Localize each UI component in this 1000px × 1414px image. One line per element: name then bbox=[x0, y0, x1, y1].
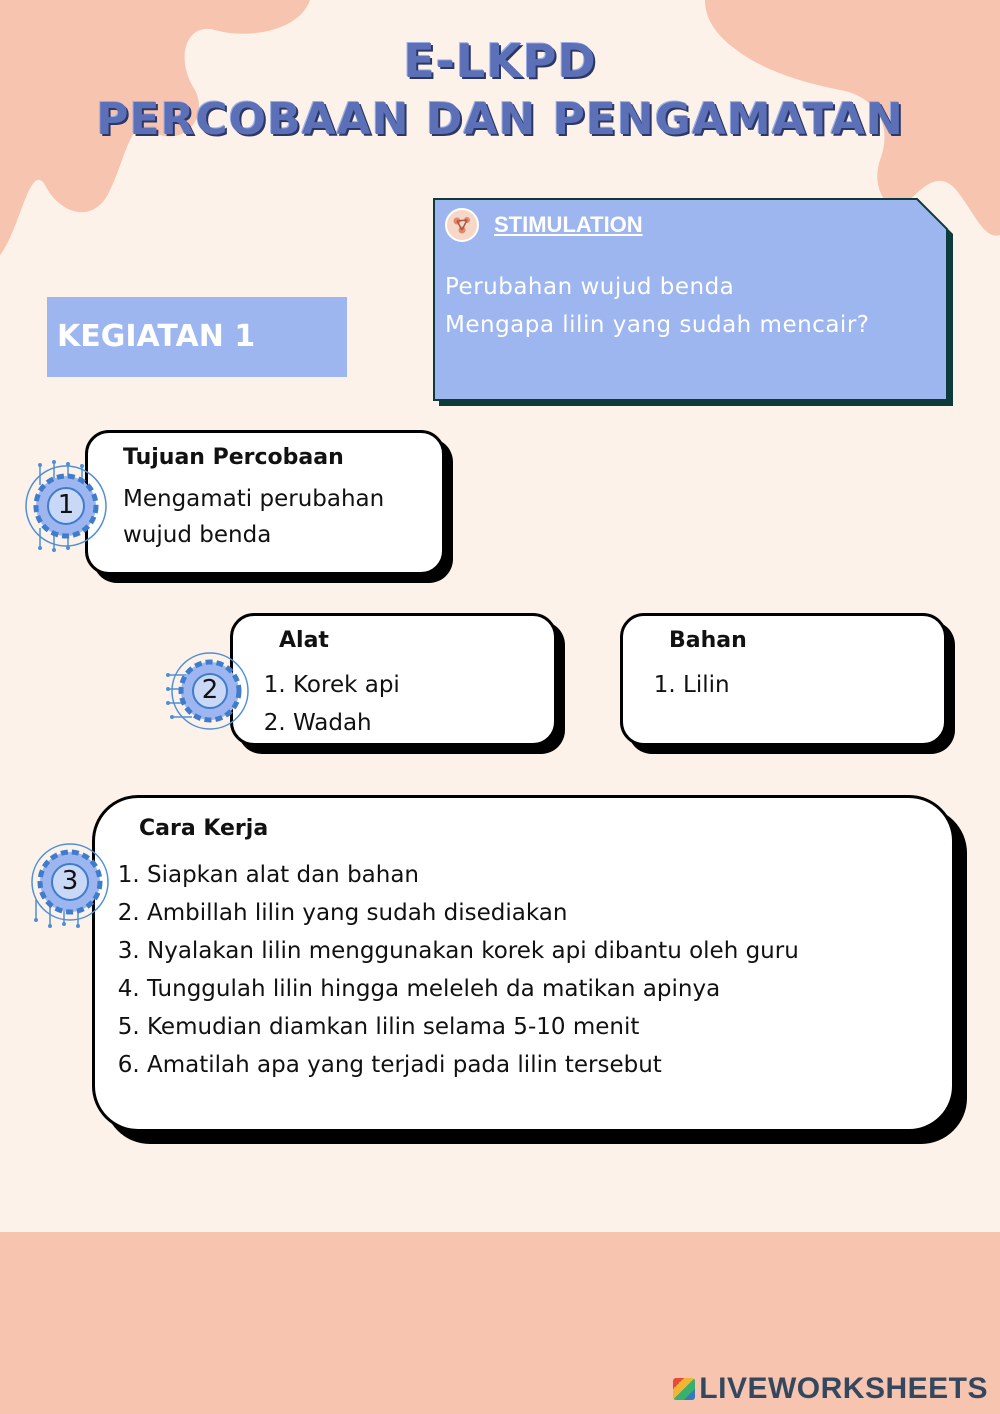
stimulation-box bbox=[433, 198, 955, 406]
goal-text-line-1: Mengamati perubahan bbox=[123, 486, 385, 512]
materials-card bbox=[620, 613, 947, 746]
step-number-1: 1 bbox=[57, 490, 75, 520]
brand-logo bbox=[673, 1372, 988, 1406]
materials-list bbox=[653, 666, 730, 704]
gear-icon bbox=[28, 838, 112, 930]
list-item: 1. Lilin bbox=[683, 666, 730, 704]
list-item: 2. Wadah bbox=[293, 704, 400, 742]
procedure-card bbox=[92, 795, 955, 1132]
list-item: 2. Ambillah lilin yang sudah disediakan bbox=[147, 894, 799, 932]
molecule-icon bbox=[445, 208, 479, 242]
list-item: 3. Nyalakan lilin menggunakan korek api dibantu oleh guru bbox=[147, 932, 799, 970]
materials-title: Bahan bbox=[669, 628, 747, 653]
list-item: 6. Amatilah apa yang terjadi pada lilin tersebut bbox=[147, 1046, 799, 1084]
step-number-3: 3 bbox=[61, 866, 79, 896]
tools-title: Alat bbox=[279, 628, 329, 653]
tools-card bbox=[230, 613, 557, 746]
goal-card bbox=[85, 430, 445, 575]
gear-icon bbox=[166, 645, 250, 737]
list-item: 1. Korek api bbox=[293, 666, 400, 704]
list-item: 1. Siapkan alat dan bahan bbox=[147, 856, 799, 894]
brand-text: LIVEWORKSHEETS bbox=[699, 1372, 988, 1405]
liveworksheets-logo-icon bbox=[673, 1378, 695, 1400]
stimulation-title: STIMULATION bbox=[494, 212, 643, 237]
list-item: 4. Tunggulah lilin hingga meleleh da matikan apinya bbox=[147, 970, 799, 1008]
stimulation-line-1: Perubahan wujud benda bbox=[445, 274, 735, 300]
list-item: 5. Kemudian diamkan lilin selama 5-10 menit bbox=[147, 1008, 799, 1046]
procedure-title: Cara Kerja bbox=[139, 816, 269, 841]
step-number-2: 2 bbox=[201, 675, 219, 705]
activity-label: KEGIATAN 1 bbox=[47, 297, 347, 377]
page-title: E-LKPD bbox=[403, 34, 597, 88]
stimulation-line-2: Mengapa lilin yang sudah mencair? bbox=[445, 312, 870, 338]
gear-icon bbox=[24, 460, 108, 552]
page-subtitle: PERCOBAAN DAN PENGAMATAN bbox=[96, 94, 904, 145]
tools-list bbox=[263, 666, 400, 742]
goal-text-line-2: wujud benda bbox=[123, 522, 272, 548]
procedure-list bbox=[117, 856, 799, 1084]
goal-title: Tujuan Percobaan bbox=[123, 445, 344, 470]
